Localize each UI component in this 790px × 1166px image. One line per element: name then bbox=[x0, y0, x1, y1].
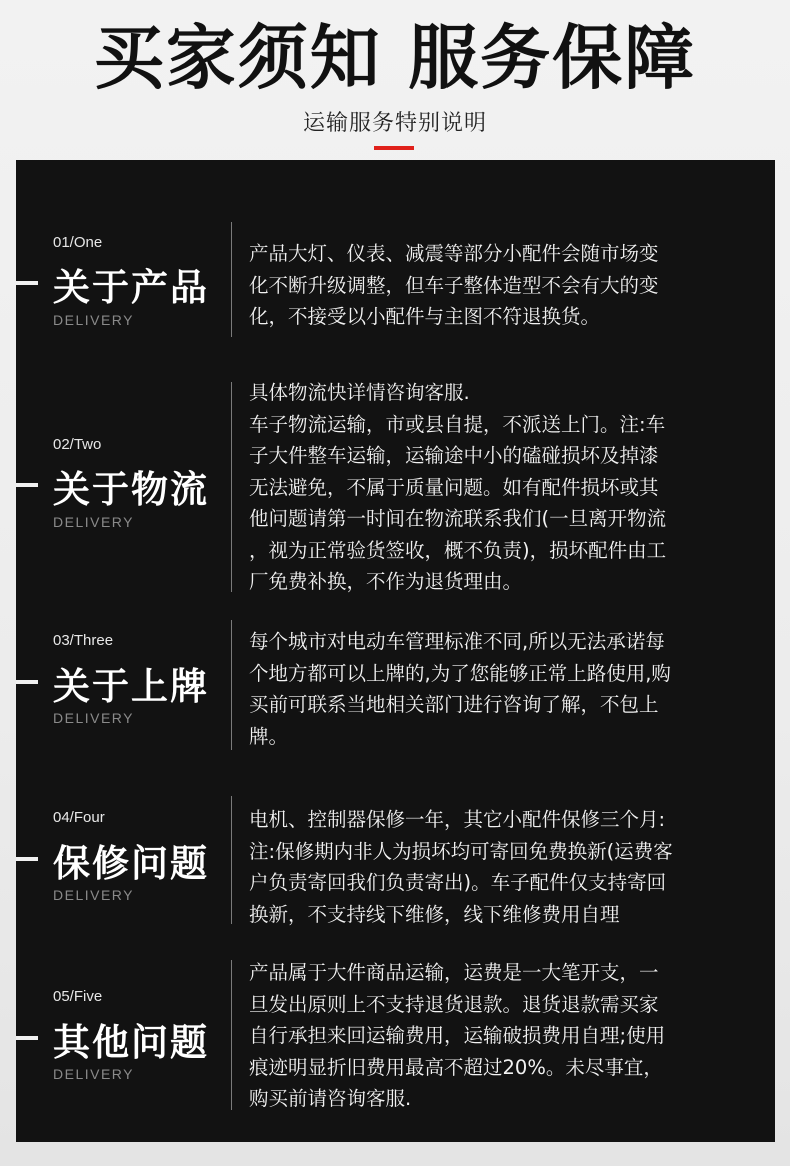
section-text: 产品属于大件商品运输，运费是一大笔开支，一 旦发出原则上不支持退货退款。退货退款需买家 自行承担来回运输费用，运输破损费用自理;使用 痕迹明显折旧费用最高不超过20%。未尽事宜， 购买前请咨询客服. bbox=[249, 961, 666, 1110]
page-subtitle: 运输服务特别说明 bbox=[302, 111, 487, 136]
section-heading: 关于产品 bbox=[53, 266, 209, 309]
vertical-divider bbox=[231, 796, 232, 924]
section-text: 产品大灯、仪表、减震等部分小配件会随市场变 化不断升级调整，但车子整体造型不会有大的变 化，不接受以小配件与主图不符退换货。 bbox=[249, 242, 659, 328]
section-text: 电机、控制器保修一年，其它小配件保修三个月: 注:保修期内非人为损坏均可寄回免费换新(运费客 户负责寄回我们负责寄出)。车子配件仅支持寄回 换新，不支持线下维修，线下维修费用自理 bbox=[249, 808, 673, 926]
dash-marker bbox=[16, 483, 38, 487]
section-tag: DELIVERY bbox=[53, 887, 134, 903]
dash-marker bbox=[16, 1036, 38, 1040]
section-number: 04/Four bbox=[53, 809, 105, 826]
dash-marker bbox=[16, 680, 38, 684]
dash-marker bbox=[16, 281, 38, 285]
page-title: 买家须知 服务保障 bbox=[93, 17, 697, 99]
section-number: 05/Five bbox=[53, 988, 103, 1005]
section-heading: 关于上牌 bbox=[53, 665, 209, 708]
accent-divider bbox=[374, 146, 414, 150]
vertical-divider bbox=[231, 382, 232, 592]
section-heading: 保修问题 bbox=[53, 842, 209, 885]
vertical-divider bbox=[231, 960, 232, 1110]
vertical-divider bbox=[231, 620, 232, 750]
dash-marker bbox=[16, 857, 38, 861]
section-number: 02/Two bbox=[53, 436, 102, 453]
section-tag: DELIVERY bbox=[53, 1066, 134, 1082]
section-tag: DELIVERY bbox=[53, 710, 134, 726]
info-panel bbox=[16, 160, 775, 1142]
section-number: 03/Three bbox=[53, 632, 114, 649]
section-text: 每个城市对电动车管理标准不同,所以无法承诺每 个地方都可以上牌的,为了您能够正常上路使用,购 买前可联系当地相关部门进行咨询了解，不包上 牌。 bbox=[249, 630, 671, 748]
section-heading: 关于物流 bbox=[53, 468, 209, 511]
section-number: 01/One bbox=[53, 234, 103, 251]
section-text: 具体物流快详情咨询客服. 车子物流运输，市或县自提，不派送上门。注:车 子大件整车运输，运输途中小的磕碰损坏及掉漆 无法避免，不属于质量问题。如有配件损坏或其 他问题请第一时间在物流联系我们(一旦离开物流 ，视为正常验货签收，概不负责)，损坏配件由工 厂免费补换，不作为退货理由。 bbox=[249, 381, 667, 593]
vertical-divider bbox=[231, 222, 232, 337]
header bbox=[0, 0, 790, 160]
section-tag: DELIVERY bbox=[53, 514, 134, 530]
section-tag: DELIVERY bbox=[53, 312, 134, 328]
section-heading: 其他问题 bbox=[53, 1021, 209, 1064]
